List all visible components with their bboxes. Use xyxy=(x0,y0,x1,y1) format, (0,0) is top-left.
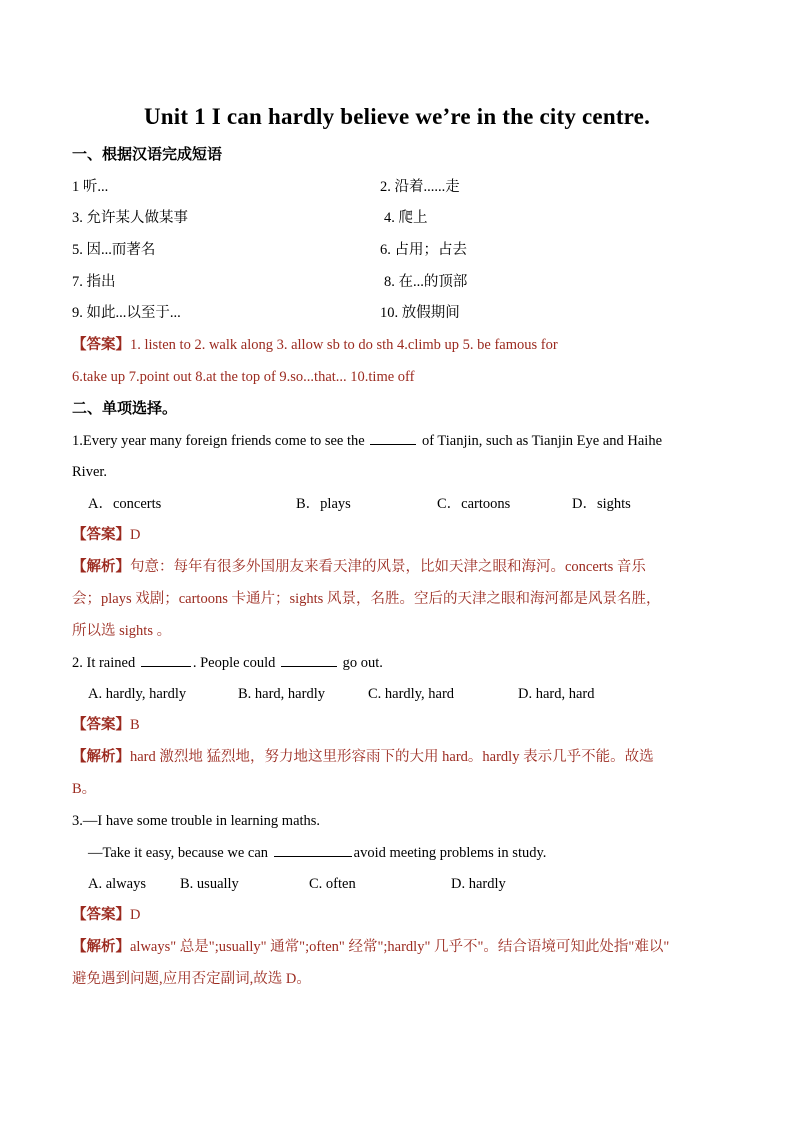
q2-stem-c: go out. xyxy=(342,655,383,671)
section1-answer-line2: 6.take up 7.point out 8.at the top of 9.so...that... 10.time off xyxy=(72,369,415,385)
answer-text: D xyxy=(130,527,141,543)
q3-explanation-line1 xyxy=(72,937,669,957)
q2-stem-b: . People could xyxy=(192,655,276,671)
phrase-item: 8. 在...的顶部 xyxy=(384,274,468,290)
answer-tag: 【答案】 xyxy=(72,907,130,923)
phrase-item: 9. 如此...以至于... xyxy=(72,305,181,321)
q1-explanation-line3: 所以选 sights 。 xyxy=(72,623,172,639)
q1-option-b: B．plays xyxy=(296,496,351,512)
answer-text: B xyxy=(130,717,140,733)
q3-explanation-line2: 避免遇到问题,应用否定副词,故选 D。 xyxy=(72,971,311,987)
q3-blank xyxy=(274,842,352,857)
answer-tag: 【答案】 xyxy=(72,337,130,353)
explain-text: hard 激烈地 猛烈地，努力地这里形容雨下的大用 hard。hardly 表示几乎不能。故选 xyxy=(130,749,654,765)
q1-stem-c: River. xyxy=(72,464,108,480)
answer-text: D xyxy=(130,907,141,923)
q3-option-d: D. hardly xyxy=(451,876,506,892)
phrase-item: 1 听... xyxy=(72,179,109,195)
q2-blank-2 xyxy=(281,652,337,667)
q2-option-a: A. hardly, hardly xyxy=(88,686,187,702)
phrase-item: 5. 因...而著名 xyxy=(72,242,156,258)
explain-tag: 【解析】 xyxy=(72,939,130,955)
q2-explanation-line1 xyxy=(72,747,654,767)
section1-heading: 一、根据汉语完成短语 xyxy=(72,147,223,163)
q1-stem-a: 1.Every year many foreign friends come to see the xyxy=(72,433,365,449)
explain-text: always" 总是";usually" 通常";often" 经常";hardly" 几乎不"。结合语境可知此处指"难以" xyxy=(130,939,670,955)
q2-stem xyxy=(72,652,383,673)
phrase-item: 4. 爬上 xyxy=(384,210,428,226)
answer-tag: 【答案】 xyxy=(72,717,130,733)
q3-stem-1: 3.—I have some trouble in learning maths. xyxy=(72,813,321,829)
phrase-item: 10. 放假期间 xyxy=(380,305,460,321)
explain-text: 句意：每年有很多外国朋友来看天津的风景，比如天津之眼和海河。concerts 音乐 xyxy=(130,559,646,575)
q2-answer xyxy=(72,715,140,735)
explain-tag: 【解析】 xyxy=(72,559,130,575)
phrase-item: 6. 占用；占去 xyxy=(380,242,467,258)
explain-tag: 【解析】 xyxy=(72,749,130,765)
q3-stem-2 xyxy=(88,842,546,863)
q3-option-c: C. often xyxy=(309,876,356,892)
q2-blank-1 xyxy=(141,652,191,667)
phrase-item: 7. 指出 xyxy=(72,274,116,290)
q1-answer xyxy=(72,525,140,545)
section2-heading: 二、单项选择。 xyxy=(72,401,178,417)
q1-explanation-line1 xyxy=(72,557,646,577)
q3-option-b: B. usually xyxy=(180,876,239,892)
q1-explanation-line2: 会；plays 戏剧；cartoons 卡通片；sights 风景，名胜。空后的天津之眼和海河都是风景名胜， xyxy=(72,591,661,607)
phrase-item: 3. 允许某人做某事 xyxy=(72,210,188,226)
q1-option-c: C．cartoons xyxy=(437,496,511,512)
q1-option-a: A．concerts xyxy=(88,496,162,512)
page-title: Unit 1 I can hardly believe we’re in the city centre. xyxy=(143,104,651,129)
q1-blank xyxy=(370,430,416,445)
q2-option-c: C. hardly, hard xyxy=(368,686,455,702)
answer-text: 1. listen to 2. walk along 3. allow sb to do sth 4.climb up 5. be famous for xyxy=(130,337,558,353)
q3-option-a: A. always xyxy=(88,876,146,892)
q2-option-b: B. hard, hardly xyxy=(238,686,325,702)
q3-stem-2a: —Take it easy, because we can xyxy=(88,845,269,861)
section1-answer-line1 xyxy=(72,335,558,355)
q2-explanation-line2: B。 xyxy=(72,781,97,797)
q1-option-d: D．sights xyxy=(572,496,631,512)
q2-option-d: D. hard, hard xyxy=(518,686,595,702)
q1-stem xyxy=(72,430,662,451)
phrase-item: 2. 沿着......走 xyxy=(380,179,460,195)
q2-stem-a: 2. It rained xyxy=(72,655,136,671)
answer-tag: 【答案】 xyxy=(72,527,130,543)
q3-answer xyxy=(72,905,140,925)
q3-stem-2b: avoid meeting problems in study. xyxy=(353,845,547,861)
q1-stem-b: of Tianjin, such as Tianjin Eye and Haihe xyxy=(421,433,663,449)
